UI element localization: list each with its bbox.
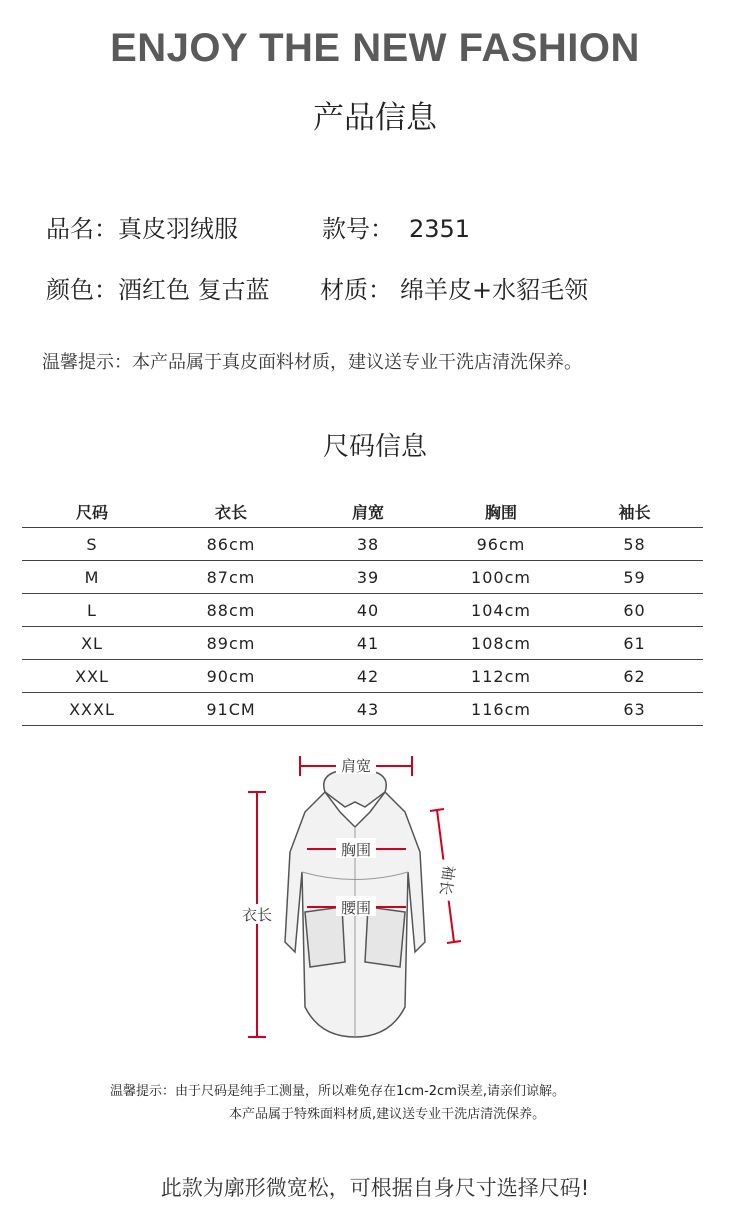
cell-chest: 100cm	[436, 561, 566, 594]
cell-chest: 116cm	[436, 693, 566, 726]
cell-shoulder: 38	[300, 528, 436, 561]
cell-shoulder: 39	[300, 561, 436, 594]
cell-sleeve: 62	[566, 660, 703, 693]
size-info-title: 尺码信息	[322, 432, 427, 462]
cell-shoulder: 42	[300, 660, 436, 693]
cell-sleeve: 63	[566, 693, 703, 726]
product-info-title: 产品信息	[313, 100, 437, 136]
cell-length: 86cm	[162, 528, 300, 561]
product-row-1	[46, 209, 470, 244]
fit-note: 此款为廓形微宽松，可根据自身尺寸选择尺码!	[160, 1176, 590, 1200]
material-notice: 本产品属于特殊面料材质,建议送专业干洗店清洗保养。	[229, 1107, 546, 1122]
product-row-2	[46, 270, 588, 305]
cell-length: 88cm	[162, 594, 300, 627]
cell-chest: 112cm	[436, 660, 566, 693]
label-waist: 腰围	[340, 899, 372, 917]
cell-size: M	[22, 561, 162, 594]
measurement-notice: 温馨提示：由于尺码是纯手工测量，所以难免存在1cm-2cm误差,请亲们谅解。	[110, 1084, 565, 1099]
table-row	[22, 693, 703, 726]
cell-size: XL	[22, 627, 162, 660]
cell-size: XXXL	[22, 693, 162, 726]
table-row	[22, 660, 703, 693]
cell-length: 89cm	[162, 627, 300, 660]
material-label: 材质：	[320, 276, 392, 304]
cell-shoulder: 43	[300, 693, 436, 726]
header-size: 尺码	[22, 496, 162, 528]
table-row	[22, 561, 703, 594]
cell-chest: 108cm	[436, 627, 566, 660]
header-chest: 胸围	[436, 496, 566, 528]
label-sleeve: 袖长	[435, 864, 458, 897]
color-label: 颜色：	[46, 276, 118, 304]
cell-length: 90cm	[162, 660, 300, 693]
style-value: 2351	[409, 215, 471, 243]
cell-shoulder: 41	[300, 627, 436, 660]
cell-sleeve: 60	[566, 594, 703, 627]
name-value: 真皮羽绒服	[118, 215, 238, 243]
label-chest: 胸围	[340, 841, 372, 859]
header-shoulder: 肩宽	[300, 496, 436, 528]
table-row	[22, 627, 703, 660]
cell-size: L	[22, 594, 162, 627]
label-length: 衣长	[241, 906, 273, 924]
measurement-diagram	[230, 752, 480, 1047]
cell-chest: 104cm	[436, 594, 566, 627]
cell-length: 87cm	[162, 561, 300, 594]
table-row	[22, 594, 703, 627]
name-label: 品名：	[46, 215, 118, 243]
color-value: 酒红色 复古蓝	[118, 276, 270, 304]
label-shoulder: 肩宽	[340, 757, 372, 775]
style-label: 款号：	[322, 215, 394, 243]
cell-size: S	[22, 528, 162, 561]
cell-sleeve: 58	[566, 528, 703, 561]
cell-sleeve: 61	[566, 627, 703, 660]
cell-chest: 96cm	[436, 528, 566, 561]
cell-length: 91CM	[162, 693, 300, 726]
cell-sleeve: 59	[566, 561, 703, 594]
table-header-row	[22, 496, 703, 528]
header-length: 衣长	[162, 496, 300, 528]
headline: ENJOY THE NEW FASHION	[110, 26, 640, 70]
size-table	[22, 496, 703, 726]
material-value: 绵羊皮+水貂毛领	[400, 276, 589, 304]
care-notice: 温馨提示：本产品属于真皮面料材质，建议送专业干洗店清洗保养。	[42, 352, 582, 373]
header-sleeve: 袖长	[566, 496, 703, 528]
table-row	[22, 528, 703, 561]
cell-shoulder: 40	[300, 594, 436, 627]
cell-size: XXL	[22, 660, 162, 693]
